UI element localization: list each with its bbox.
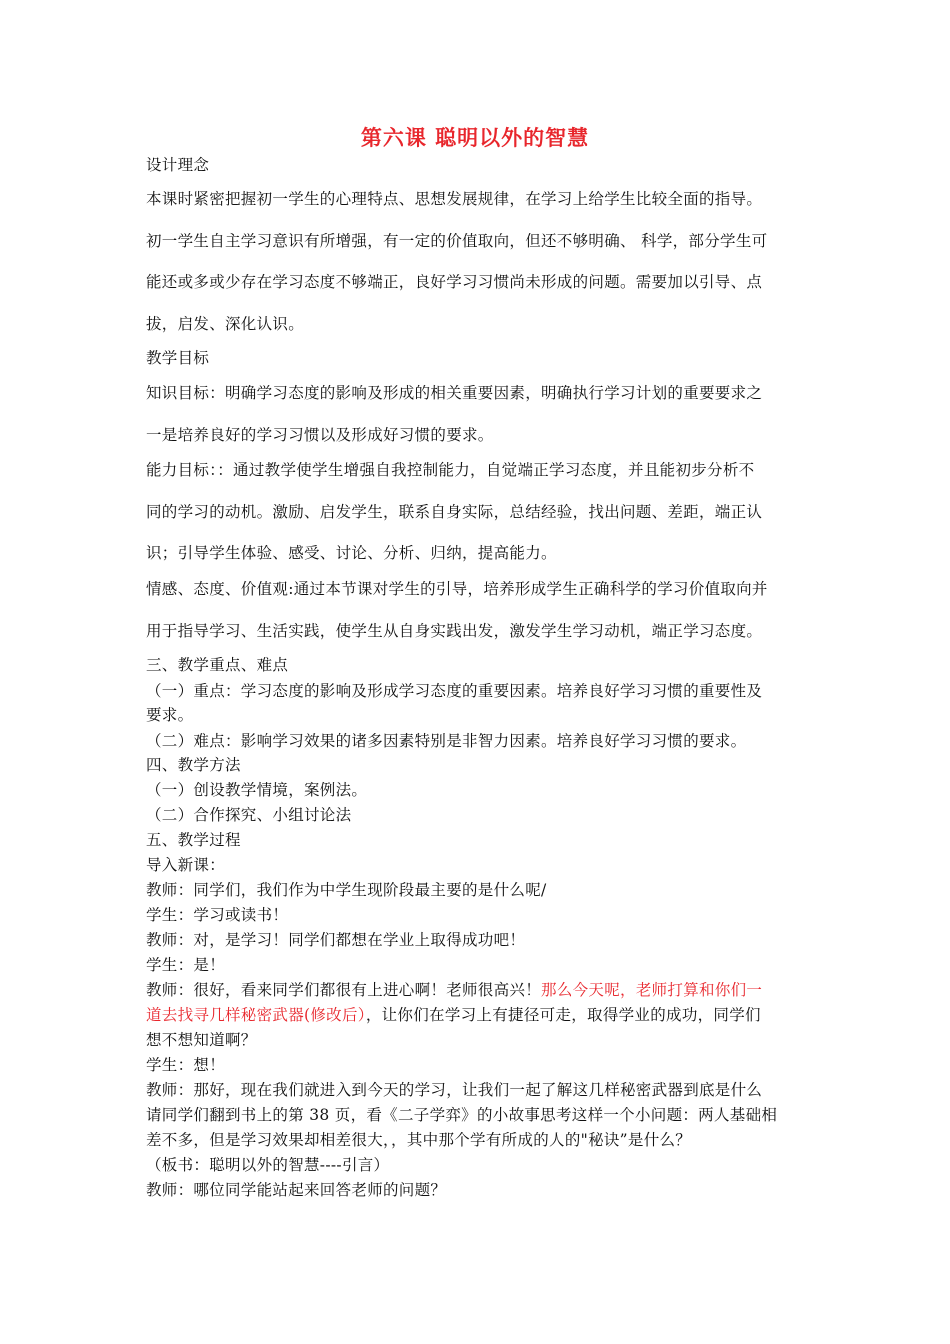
dialogue-text: ，让你们在学习上有捷径可走，取得学业的成功，同学们 <box>365 1006 761 1024</box>
dialogue-line: 学生：是！ <box>146 956 226 974</box>
paragraph-line: （一）创设教学情境，案例法。 <box>146 781 368 799</box>
paragraph-line: 识；引导学生体验、感受、讨论、分析、归纳，提高能力。 <box>146 544 557 562</box>
paragraph-line: 情感、态度、价值观:通过本节课对学生的引导，培养形成学生正确科学的学习价值取向并 <box>146 580 768 598</box>
highlighted-text: 那么今天呢，老师打算和你们一 <box>541 981 763 999</box>
dialogue-line: 请同学们翻到书上的第 38 页，看《二子学弈》的小故事思考这样一个小问题：两人基础相 <box>146 1106 778 1124</box>
dialogue-line: 教师：对，是学习！同学们都想在学业上取得成功吧！ <box>146 931 526 949</box>
paragraph-line: 同的学习的动机。激励、启发学生，联系自身实际，总结经验，找出问题、差距，端正认 <box>146 503 763 521</box>
paragraph-line: 能力目标：：通过教学使学生增强自我控制能力，自觉端正学习态度，并且能初步分析不 <box>146 461 755 479</box>
heading-teaching-process: 五、教学过程 <box>146 831 241 849</box>
paragraph-line: （一）重点：学习态度的影响及形成学习态度的重要因素。培养良好学习习惯的重要性及 <box>146 682 763 700</box>
paragraph-line: 拔，启发、深化认识。 <box>146 315 305 333</box>
paragraph-line: （二）合作探究、小组讨论法 <box>146 806 352 824</box>
dialogue-line: 差不多，但是学习效果却相差很大，，其中那个学有所成的人的"秘诀”是什么？ <box>146 1131 692 1149</box>
dialogue-line: 教师：那好，现在我们就进入到今天的学习，让我们一起了解这几样秘密武器到底是什么 <box>146 1081 763 1099</box>
paragraph-line: 一是培养良好的学习习惯以及形成好习惯的要求。 <box>146 426 494 444</box>
dialogue-line: 教师：同学们，我们作为中学生现阶段最主要的是什么呢/ <box>146 881 547 899</box>
blackboard-note: （板书：聪明以外的智慧----引言） <box>146 1156 390 1174</box>
paragraph-line: 知识目标：明确学习态度的影响及形成的相关重要因素，明确执行学习计划的重要要求之 <box>146 384 763 402</box>
paragraph-line: 能还或多或少存在学习态度不够端正，良好学习习惯尚未形成的问题。需要加以引导、点 <box>146 273 763 291</box>
paragraph-line: 用于指导学习、生活实践，使学生从自身实践出发，激发学生学习动机，端正学习态度。 <box>146 622 763 640</box>
paragraph-line: 初一学生自主学习意识有所增强，有一定的价值取向，但还不够明确、 科学，部分学生可 <box>146 232 768 250</box>
dialogue-line: 学生：学习或读书！ <box>146 906 289 924</box>
dialogue-line <box>146 1006 761 1024</box>
dialogue-line: 想不想知道啊？ <box>146 1031 257 1049</box>
heading-teaching-methods: 四、教学方法 <box>146 756 241 774</box>
highlighted-text: 道去找寻几样秘密武器(修改后） <box>146 1006 366 1024</box>
paragraph-line: （二）难点：影响学习效果的诸多因素特别是非智力因素。培养良好学习习惯的要求。 <box>146 732 747 750</box>
dialogue-line: 教师：哪位同学能站起来回答老师的问题？ <box>146 1181 447 1199</box>
heading-teaching-goals: 教学目标 <box>146 349 210 367</box>
paragraph-line: 导入新课： <box>146 856 226 874</box>
dialogue-text: 教师：很好，看来同学们都很有上进心啊！老师很高兴！ <box>146 981 542 999</box>
heading-key-points: 三、教学重点、难点 <box>146 656 289 674</box>
lesson-title: 第六课 聪明以外的智慧 <box>360 125 590 150</box>
dialogue-line: 学生：想！ <box>146 1056 226 1074</box>
heading-design-concept: 设计理念 <box>146 156 210 174</box>
paragraph-line: 本课时紧密把握初一学生的心理特点、思想发展规律，在学习上给学生比较全面的指导。 <box>146 190 763 208</box>
dialogue-line <box>146 981 762 999</box>
paragraph-line: 要求。 <box>146 706 194 724</box>
